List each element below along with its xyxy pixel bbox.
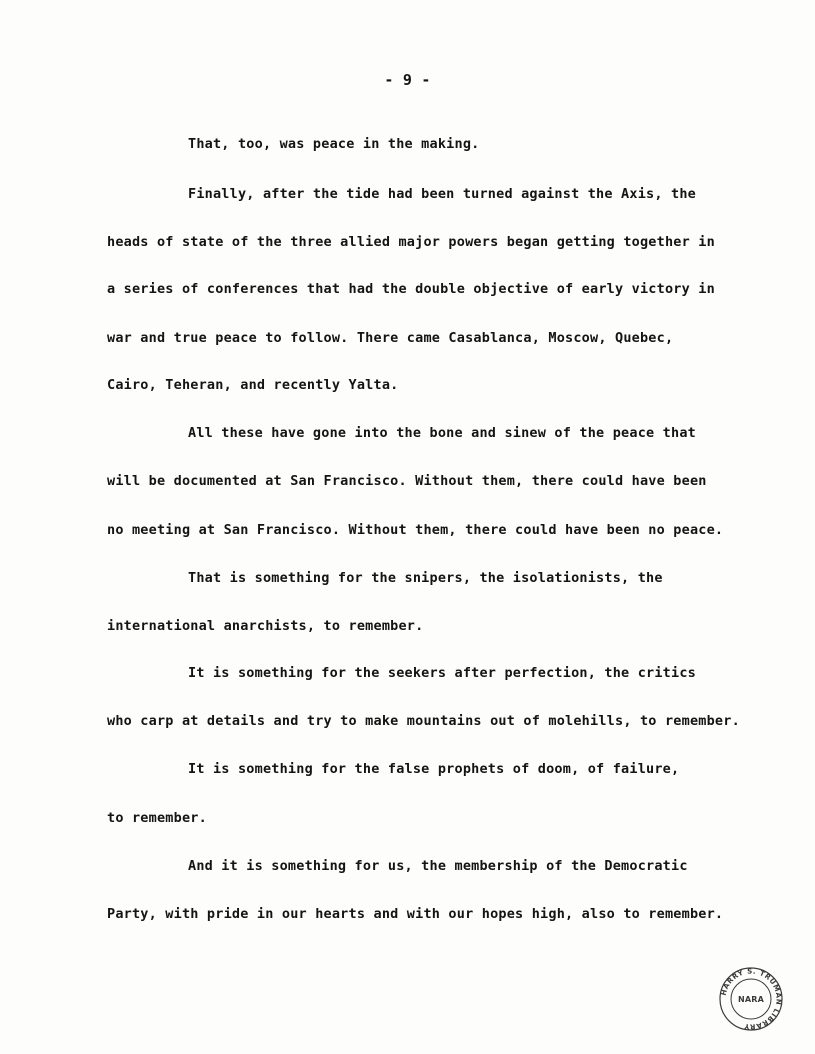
paragraph-line: And it is something for us, the membership of the Democratic — [188, 858, 688, 874]
paragraph-line: It is something for the false prophets of doom, of failure, — [188, 761, 680, 777]
paragraph-line: That, too, was peace in the making. — [188, 136, 480, 152]
library-stamp-icon — [718, 966, 784, 1032]
paragraph-line: to remember. — [107, 810, 207, 826]
paragraph-line: who carp at details and try to make mountains out of molehills, to remember. — [107, 713, 740, 729]
svg-text:HARRY S. TRUMAN LIBRARY: HARRY S. TRUMAN LIBRARY — [719, 967, 783, 1031]
page-number: - 9 - — [384, 71, 431, 89]
paragraph-line: Finally, after the tide had been turned against the Axis, the — [188, 186, 696, 202]
paragraph-line: war and true peace to follow. There came Casablanca, Moscow, Quebec, — [107, 330, 674, 346]
paragraph-line: no meeting at San Francisco. Without them, there could have been no peace. — [107, 522, 724, 538]
svg-text:NARA: NARA — [737, 995, 765, 1004]
paragraph-line: will be documented at San Francisco. Without them, there could have been — [107, 473, 707, 489]
paragraph-line: That is something for the snipers, the isolationists, the — [188, 570, 663, 586]
paragraph-line: a series of conferences that had the double objective of early victory in — [107, 281, 715, 297]
paragraph-line: All these have gone into the bone and sinew of the peace that — [188, 425, 696, 441]
paragraph-line: heads of state of the three allied major powers began getting together in — [107, 234, 715, 250]
paragraph-line: Party, with pride in our hearts and with our hopes high, also to remember. — [107, 906, 724, 922]
paragraph-line: Cairo, Teheran, and recently Yalta. — [107, 377, 399, 393]
paragraph-line: It is something for the seekers after perfection, the critics — [188, 665, 696, 681]
paragraph-line: international anarchists, to remember. — [107, 618, 424, 634]
